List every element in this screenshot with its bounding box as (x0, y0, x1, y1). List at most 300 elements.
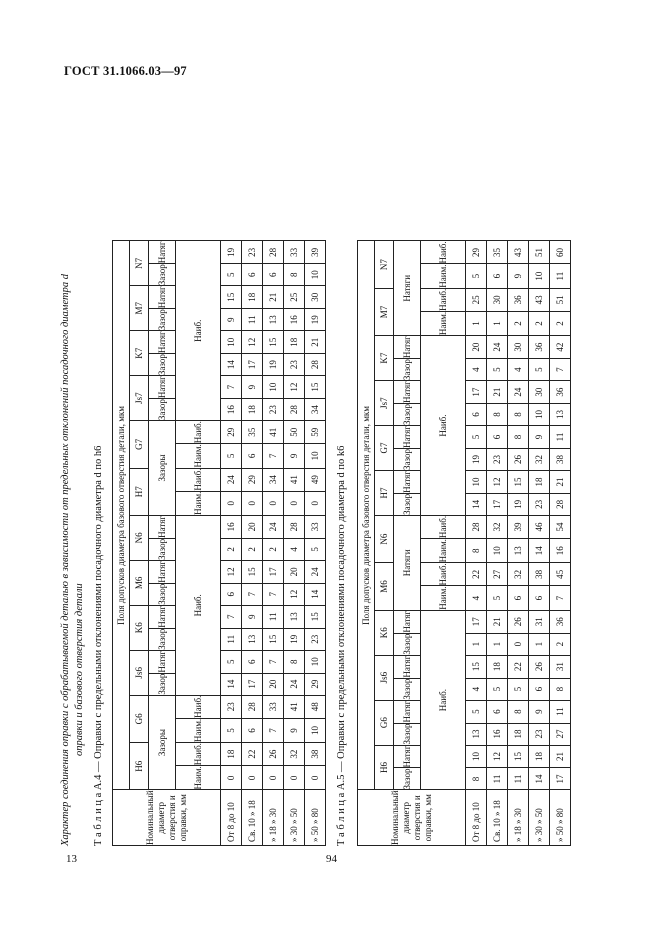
column-m7: M7 (130, 286, 149, 331)
value-cell: 18 (529, 470, 550, 493)
value-cell: 12 (284, 583, 305, 605)
value-cell: 14 (466, 493, 487, 515)
value-cell: 27 (550, 723, 571, 745)
value-cell: 0 (221, 766, 242, 790)
value-cell: 2 (242, 538, 263, 560)
value-cell: 43 (508, 241, 529, 264)
value-cell: 2 (508, 311, 529, 335)
value-cell: 29 (466, 241, 487, 264)
sub-zazor: Зазор (149, 309, 176, 331)
value-cell: 21 (487, 381, 508, 404)
table-row (529, 241, 550, 846)
value-cell: 10 (529, 264, 550, 288)
value-cell: 11 (550, 700, 571, 723)
value-cell: 35 (487, 241, 508, 264)
value-cell: 1 (466, 311, 487, 335)
sub-natyag: Натяг (394, 655, 421, 678)
value-cell: 0 (305, 766, 326, 790)
value-cell: 20 (242, 515, 263, 538)
sub-zazor: Зазор (394, 768, 421, 790)
sub-zazor: Зазор (394, 723, 421, 745)
value-cell: 29 (221, 421, 242, 444)
value-cell: 13 (466, 723, 487, 745)
sub-zazor: Зазор (149, 264, 176, 286)
value-cell: 20 (466, 336, 487, 359)
value-cell: 0 (284, 491, 305, 515)
sub-naim: Наим. (421, 311, 466, 335)
value-cell: 9 (221, 309, 242, 331)
value-cell: 16 (284, 309, 305, 331)
value-cell: 24 (487, 336, 508, 359)
value-cell: 41 (284, 468, 305, 491)
value-cell: 10 (529, 404, 550, 426)
value-cell: 0 (242, 766, 263, 790)
value-cell: 26 (263, 743, 284, 766)
sub-zazor: Зазор (394, 678, 421, 700)
value-cell: 17 (263, 560, 284, 583)
value-cell: 6 (466, 404, 487, 426)
sub-naib: Наиб. (421, 563, 466, 586)
value-cell: 10 (466, 745, 487, 768)
value-cell: 16 (221, 515, 242, 538)
value-cell: 6 (508, 586, 529, 610)
value-cell: 6 (221, 583, 242, 605)
caption-line-2: оправки и базового отверстия детали (74, 583, 85, 756)
value-cell: 5 (466, 700, 487, 723)
value-cell: 17 (487, 493, 508, 515)
value-cell: 32 (529, 448, 550, 470)
value-cell: 54 (550, 515, 571, 538)
value-cell: 41 (284, 695, 305, 718)
value-cell: 20 (263, 673, 284, 695)
column-g6: G6 (130, 695, 149, 742)
value-cell: 19 (284, 628, 305, 650)
value-cell: 28 (284, 515, 305, 538)
stub-header: Номинальный диаметр отверстия и оправки, мм (113, 790, 221, 846)
value-cell: 60 (550, 241, 571, 264)
value-cell: 6 (529, 586, 550, 610)
group-natyagi-mid: Натяги (394, 515, 421, 610)
page-number-left: 13 (66, 853, 77, 865)
sub-naib: Наиб. (421, 515, 466, 538)
value-cell: 9 (508, 264, 529, 288)
value-cell: 8 (466, 768, 487, 790)
value-cell: 7 (263, 583, 284, 605)
value-cell: 29 (305, 673, 326, 695)
value-cell: 5 (529, 359, 550, 381)
value-cell: 14 (221, 354, 242, 376)
value-cell: 8 (284, 650, 305, 673)
value-cell: 21 (550, 470, 571, 493)
row-label: От 8 до 10 (466, 790, 487, 846)
value-cell: 7 (263, 444, 284, 468)
sub-natyag: Натяг (394, 426, 421, 449)
sub-zazor: Зазор (149, 673, 176, 695)
value-cell: 33 (263, 695, 284, 718)
value-cell: 17 (242, 673, 263, 695)
row-label: » 18 » 30 (508, 790, 529, 846)
value-cell: 2 (221, 538, 242, 560)
value-cell: 13 (242, 628, 263, 650)
column-h6: H6 (130, 743, 149, 790)
table-row (263, 241, 284, 846)
value-cell: 43 (529, 288, 550, 311)
column-k6: K6 (130, 605, 149, 650)
value-cell: 8 (508, 426, 529, 449)
sub-zazor: Зазор (394, 448, 421, 470)
value-cell: 28 (550, 493, 571, 515)
value-cell: 26 (529, 655, 550, 678)
table-row (221, 241, 242, 846)
value-cell: 2 (529, 311, 550, 335)
value-cell: 15 (466, 655, 487, 678)
value-cell: 36 (550, 610, 571, 633)
value-cell: 21 (263, 286, 284, 309)
group-naib-mid: Наиб. (421, 336, 466, 516)
table-a4 (112, 240, 326, 846)
value-cell: 22 (242, 743, 263, 766)
sub-naib: Наиб. (176, 468, 221, 491)
table-a5 (357, 240, 571, 846)
value-cell: 39 (305, 241, 326, 264)
table-a4-title: Т а б л и ц а А.4 — Оправки с предельными отклонениями посадочного диаметра d по h6 (93, 445, 104, 846)
table-row (242, 241, 263, 846)
value-cell: 19 (508, 493, 529, 515)
table-row (550, 241, 571, 846)
value-cell: 41 (263, 421, 284, 444)
sub-naib: Наиб. (176, 695, 221, 718)
value-cell: 14 (221, 673, 242, 695)
fields-header: Поля допусков диаметра базового отверстия детали, мкм (358, 241, 375, 790)
value-cell: 48 (305, 695, 326, 718)
value-cell: 4 (466, 359, 487, 381)
value-cell: 0 (284, 766, 305, 790)
value-cell: 36 (529, 336, 550, 359)
value-cell: 12 (487, 745, 508, 768)
value-cell: 2 (550, 311, 571, 335)
value-cell: 2 (550, 633, 571, 655)
value-cell: 10 (263, 376, 284, 399)
value-cell: 24 (508, 381, 529, 404)
column-h7: H7 (375, 470, 394, 515)
column-n7: N7 (375, 241, 394, 288)
value-cell: 21 (305, 331, 326, 354)
value-cell: 6 (242, 718, 263, 742)
value-cell: 12 (284, 376, 305, 399)
value-cell: 4 (466, 586, 487, 610)
table-row (305, 241, 326, 846)
value-cell: 19 (263, 354, 284, 376)
value-cell: 38 (550, 448, 571, 470)
value-cell: 50 (284, 421, 305, 444)
value-cell: 36 (550, 381, 571, 404)
value-cell: 2 (263, 538, 284, 560)
value-cell: 23 (487, 448, 508, 470)
value-cell: 6 (242, 444, 263, 468)
value-cell: 26 (508, 448, 529, 470)
value-cell: 32 (487, 515, 508, 538)
value-cell: 18 (221, 743, 242, 766)
value-cell: 5 (466, 426, 487, 449)
value-cell: 1 (487, 633, 508, 655)
column-m6: M6 (375, 563, 394, 610)
column-g7: G7 (375, 426, 394, 471)
value-cell: 17 (466, 381, 487, 404)
value-cell: 28 (242, 695, 263, 718)
sub-naim: Наим. (176, 491, 221, 515)
value-cell: 24 (221, 468, 242, 491)
sub-zazor: Зазор (394, 404, 421, 426)
value-cell: 23 (242, 241, 263, 264)
value-cell: 7 (550, 359, 571, 381)
value-cell: 51 (529, 241, 550, 264)
value-cell: 8 (487, 404, 508, 426)
row-label: От 8 до 10 (221, 790, 242, 846)
column-h6: H6 (375, 745, 394, 790)
sub-natyag: Натяг (149, 605, 176, 628)
value-cell: 8 (466, 539, 487, 563)
value-cell: 0 (242, 491, 263, 515)
value-cell: 5 (508, 678, 529, 700)
value-cell: 24 (263, 515, 284, 538)
table-row (284, 241, 305, 846)
value-cell: 5 (221, 444, 242, 468)
value-cell: 6 (242, 264, 263, 286)
stub-header: Номинальный диаметр отверстия и оправки, мм (358, 790, 466, 846)
value-cell: 23 (284, 354, 305, 376)
column-k6: K6 (375, 610, 394, 655)
value-cell: 15 (263, 331, 284, 354)
column-h7: H7 (130, 468, 149, 515)
value-cell: 13 (550, 404, 571, 426)
column-k7: K7 (130, 331, 149, 376)
value-cell: 14 (529, 768, 550, 790)
column-js7: Js7 (375, 381, 394, 426)
value-cell: 10 (221, 331, 242, 354)
value-cell: 8 (550, 678, 571, 700)
value-cell: 34 (305, 399, 326, 421)
sub-naim: Наим. (421, 539, 466, 563)
sub-natyag: Натяг (394, 700, 421, 723)
value-cell: 8 (284, 264, 305, 286)
value-cell: 28 (305, 354, 326, 376)
value-cell: 32 (508, 563, 529, 586)
value-cell: 23 (305, 628, 326, 650)
value-cell: 7 (221, 376, 242, 399)
value-cell: 7 (550, 586, 571, 610)
value-cell: 9 (242, 376, 263, 399)
column-n6: N6 (130, 515, 149, 560)
sub-natyag: Натяг (394, 470, 421, 493)
value-cell: 9 (242, 605, 263, 628)
sub-zazor: Зазор (149, 354, 176, 376)
value-cell: 31 (529, 610, 550, 633)
value-cell: 23 (529, 493, 550, 515)
value-cell: 17 (242, 354, 263, 376)
column-js7: Js7 (130, 376, 149, 421)
value-cell: 24 (284, 673, 305, 695)
value-cell: 5 (487, 359, 508, 381)
value-cell: 17 (466, 610, 487, 633)
group-naib-left: Наиб. (421, 610, 466, 790)
value-cell: 30 (508, 336, 529, 359)
value-cell: 8 (508, 700, 529, 723)
value-cell: 17 (550, 768, 571, 790)
value-cell: 0 (263, 766, 284, 790)
value-cell: 29 (242, 468, 263, 491)
value-cell: 15 (305, 605, 326, 628)
value-cell: 7 (263, 718, 284, 742)
sub-zazor: Зазор (149, 628, 176, 650)
sub-naib: Наиб. (176, 743, 221, 766)
value-cell: 19 (221, 241, 242, 264)
value-cell: 9 (284, 718, 305, 742)
value-cell: 6 (242, 650, 263, 673)
value-cell: 15 (221, 286, 242, 309)
value-cell: 0 (305, 491, 326, 515)
row-label: » 30 » 50 (284, 790, 305, 846)
column-js6: Js6 (375, 655, 394, 700)
value-cell: 19 (305, 309, 326, 331)
column-n7: N7 (130, 241, 149, 286)
value-cell: 12 (487, 470, 508, 493)
table-row (466, 241, 487, 846)
value-cell: 1 (529, 633, 550, 655)
value-cell: 4 (508, 359, 529, 381)
sub-natyag: Натяг (149, 515, 176, 538)
value-cell: 33 (284, 241, 305, 264)
sub-zazor: Зазор (149, 583, 176, 605)
column-k7: K7 (375, 336, 394, 381)
sub-natyag: Натяг (394, 381, 421, 404)
caption-line-1: Характер соединения оправки с обрабатываемой деталью в зависимости от предельных отклонений посадочного диаметра d (60, 274, 71, 846)
value-cell: 51 (550, 288, 571, 311)
column-n6: N6 (375, 515, 394, 562)
value-cell: 32 (284, 743, 305, 766)
value-cell: 23 (221, 695, 242, 718)
value-cell: 10 (305, 650, 326, 673)
value-cell: 18 (529, 745, 550, 768)
value-cell: 28 (466, 515, 487, 538)
sub-naib: Наиб. (421, 288, 466, 311)
sub-naim: Наим. (176, 444, 221, 468)
value-cell: 24 (305, 560, 326, 583)
value-cell: 5 (305, 538, 326, 560)
value-cell: 28 (263, 241, 284, 264)
column-m6: M6 (130, 560, 149, 605)
column-g7: G7 (130, 421, 149, 468)
value-cell: 9 (284, 444, 305, 468)
value-cell: 22 (508, 655, 529, 678)
sub-zazor: Зазор (394, 633, 421, 655)
value-cell: 0 (508, 633, 529, 655)
sub-zazor: Зазор (394, 359, 421, 381)
value-cell: 14 (529, 539, 550, 563)
value-cell: 0 (221, 491, 242, 515)
sub-zazor: Зазор (394, 493, 421, 515)
value-cell: 10 (305, 718, 326, 742)
value-cell: 46 (529, 515, 550, 538)
sub-natyag: Натяг (149, 650, 176, 673)
value-cell: 11 (487, 768, 508, 790)
group-zazory-right: Зазоры (149, 421, 176, 516)
value-cell: 34 (263, 468, 284, 491)
value-cell: 9 (529, 426, 550, 449)
value-cell: 1 (466, 633, 487, 655)
value-cell: 6 (487, 700, 508, 723)
value-cell: 38 (529, 563, 550, 586)
value-cell: 15 (263, 628, 284, 650)
value-cell: 6 (487, 426, 508, 449)
value-cell: 45 (550, 563, 571, 586)
value-cell: 21 (487, 610, 508, 633)
value-cell: 15 (508, 745, 529, 768)
value-cell: 25 (284, 286, 305, 309)
table-row (508, 241, 529, 846)
sub-naim: Наим. (176, 766, 221, 790)
sub-zazor: Зазор (149, 399, 176, 421)
document-id: ГОСТ 31.1066.03—97 (64, 64, 187, 78)
value-cell: 59 (305, 421, 326, 444)
value-cell: 5 (466, 264, 487, 288)
value-cell: 35 (242, 421, 263, 444)
sub-natyag: Натяг (149, 376, 176, 399)
table-row (487, 241, 508, 846)
value-cell: 30 (305, 286, 326, 309)
value-cell: 7 (242, 583, 263, 605)
value-cell: 20 (284, 560, 305, 583)
value-cell: 19 (466, 448, 487, 470)
column-js6: Js6 (130, 650, 149, 695)
sub-naib: Наиб. (176, 421, 221, 444)
value-cell: 4 (284, 538, 305, 560)
row-label: Св. 10 » 18 (487, 790, 508, 846)
value-cell: 18 (284, 331, 305, 354)
value-cell: 4 (466, 678, 487, 700)
group-naib-right: Наиб. (176, 241, 221, 421)
value-cell: 30 (487, 288, 508, 311)
row-label: » 18 » 30 (263, 790, 284, 846)
value-cell: 11 (263, 605, 284, 628)
row-label: » 30 » 50 (529, 790, 550, 846)
sub-naib: Наиб. (421, 241, 466, 264)
column-m7: M7 (375, 288, 394, 335)
value-cell: 27 (487, 563, 508, 586)
value-cell: 8 (508, 404, 529, 426)
value-cell: 28 (284, 399, 305, 421)
value-cell: 12 (242, 331, 263, 354)
sub-naim: Наим. (421, 264, 466, 288)
value-cell: 5 (487, 678, 508, 700)
value-cell: 39 (508, 515, 529, 538)
value-cell: 16 (487, 723, 508, 745)
value-cell: 5 (221, 650, 242, 673)
value-cell: 30 (529, 381, 550, 404)
value-cell: 6 (529, 678, 550, 700)
group-zazory-left: Зазоры (149, 695, 176, 790)
value-cell: 11 (550, 264, 571, 288)
value-cell: 23 (263, 399, 284, 421)
value-cell: 0 (263, 491, 284, 515)
value-cell: 11 (550, 426, 571, 449)
value-cell: 18 (242, 286, 263, 309)
value-cell: 12 (221, 560, 242, 583)
page-number-center: 94 (326, 853, 337, 865)
value-cell: 7 (221, 605, 242, 628)
sub-natyag: Натяг (394, 745, 421, 768)
value-cell: 15 (242, 560, 263, 583)
group-natyagi-right: Натяги (394, 241, 421, 336)
